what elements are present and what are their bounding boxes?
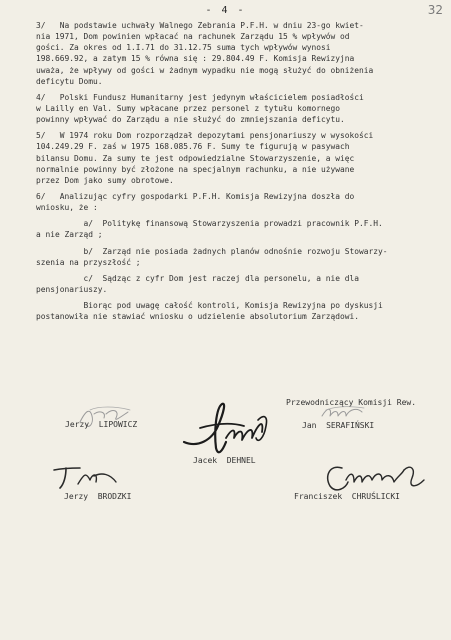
text-line: pensjonariuszy. [36, 284, 108, 294]
text-line: 6/ Analizując cyfry gospodarki P.F.H. Komisja Rewizyjna doszła do [36, 191, 355, 201]
serafinski-name: Jan SERAFIŃSKI [302, 421, 375, 430]
text-line: 4/ Polski Fundusz Humanitarny jest jedynym właścicielem posiadłości [36, 92, 364, 102]
chair-title: Przewodniczący Komisji Rew. [286, 398, 417, 407]
body-text [36, 20, 440, 322]
text-line: c/ Sądząc z cyfr Dom jest raczej dla personelu, a nie dla [36, 273, 360, 283]
text-line: 104.249.29 F. zaś w 1975 168.085.76 F. Sumy te figurują w pasywach [36, 142, 350, 152]
text-line: 5/ W 1974 roku Dom rozporządzał depozytami pensjonariuszy w wysokości [36, 131, 374, 141]
text-line: nia 1971, Dom powinien wpłacać na rachunek Zarządu 15 % wpływów od [36, 32, 350, 42]
brodzki-name: Jerzy BRODZKI [64, 492, 132, 501]
dehnel-name: Jacek DEHNEL [193, 456, 256, 465]
brodzki-signature [50, 462, 120, 492]
lipowicz-name: Jerzy LIPOWICZ [65, 420, 138, 429]
text-line: postanowiła nie stawiać wniosku o udzielenie absolutorium Zarządowi. [36, 312, 360, 322]
text-line: wniosku, że : [36, 203, 98, 213]
page-number: - 4 - [205, 5, 246, 16]
lipowicz-signature [76, 404, 136, 434]
dehnel-signature [178, 398, 278, 460]
text-line: 198.669.92, a zatym 15 % równa się : 29.804.49 F. Komisja Rewizyjna [36, 54, 355, 64]
text-line: deficytu Domu. [36, 76, 103, 86]
text-line: Biorąc pod uwagę całość kontroli, Komisja Rewizyjna po dyskusji [36, 301, 383, 311]
text-line: a nie Zarząd ; [36, 230, 103, 240]
text-line: b/ Zarząd nie posiada żadnych planów odnośnie rozwoju Stowarzy- [36, 246, 388, 256]
text-line: przez Dom jako sumy obrotowe. [36, 175, 174, 185]
text-line: a/ Politykę finansową Stowarzyszenia prowadzi pracownik P.F.H. [36, 219, 383, 229]
text-line: bilansu Domu. Za sumy te jest odpowiedzialne Stowarzyszenie, a więc [36, 153, 355, 163]
text-line: 3/ Na podstawie uchwały Walnego Zebrania P.F.H. w dniu 23-go kwiet- [36, 21, 364, 30]
text-line: uważa, że wpływy od gości w żadnym wypadku nie mogą służyć do obniżenia [36, 65, 374, 75]
text-line: szenia na przyszłość ; [36, 257, 141, 267]
text-line: powinny wpływać do Zarządu a nie służyć do zmniejszania deficytu. [36, 115, 345, 125]
text-line: gości. Za okres od 1.I.71 do 31.12.75 suma tych wpływów wynosi [36, 43, 331, 53]
archive-number: 32 [427, 3, 443, 17]
text-line: w Lailly en Val. Sumy wpłacane przez personel z tytułu komornego [36, 103, 341, 113]
text-line: normalnie powinny być złożone na specjalnym rachunku, a nie używane [36, 164, 355, 174]
chruslicki-name: Franciszek CHRUŚLICKI [294, 492, 400, 501]
